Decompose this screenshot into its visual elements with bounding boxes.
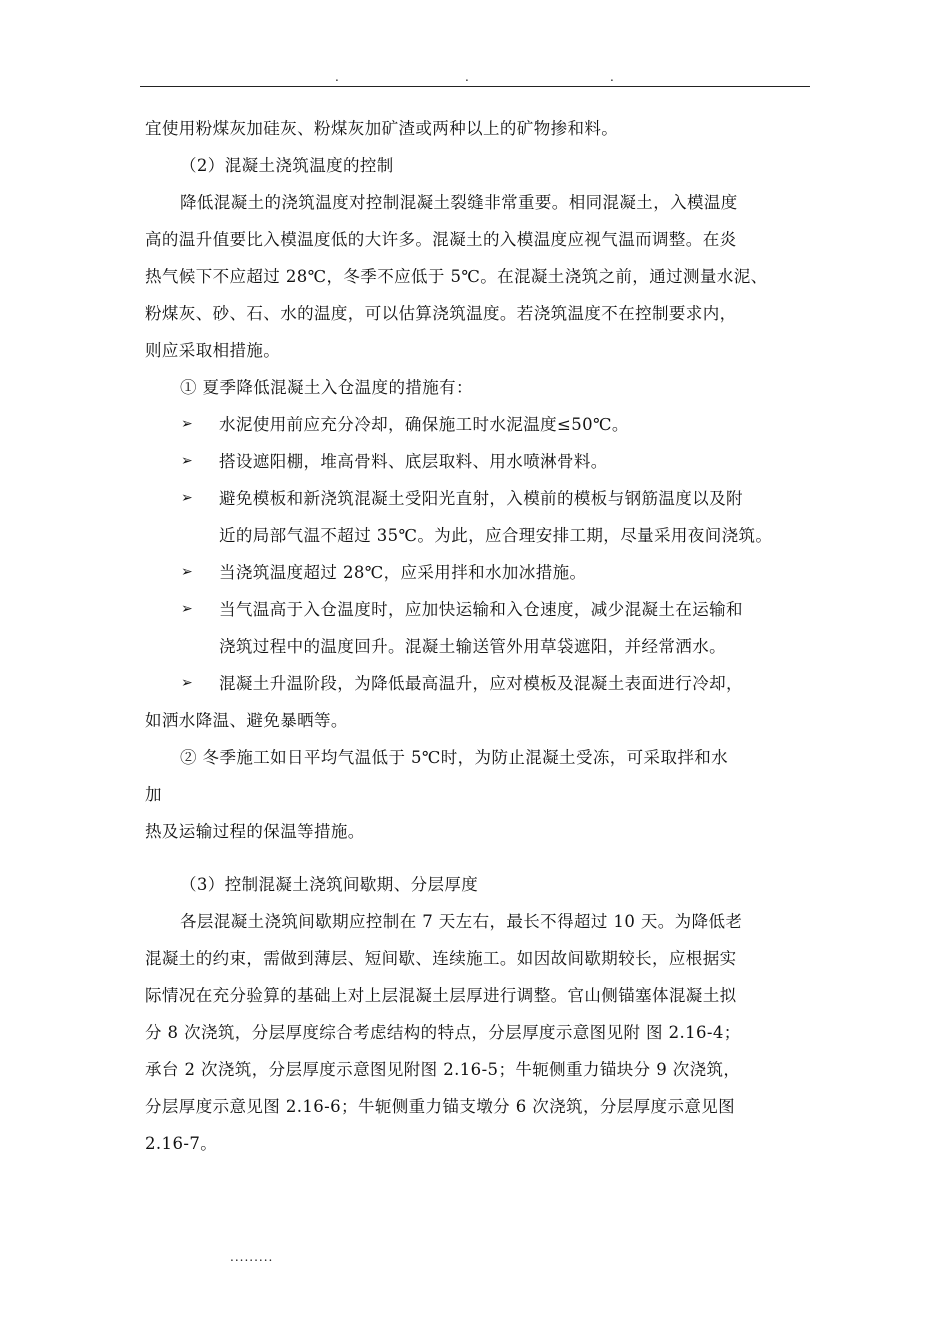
section-3-heading: （3）控制混凝土浇筑间歇期、分层厚度 [180, 875, 479, 894]
winter-measures [145, 739, 810, 850]
list-item-line: 水泥使用前应充分冷却，确保施工时水泥温度≤50℃。 [219, 415, 629, 434]
list-item [145, 665, 810, 702]
list-item [145, 554, 810, 591]
arrow-bullet-icon: ➢ [181, 490, 193, 506]
list-item-line: 混凝土升温阶段，为降低最高温升，应对模板及混凝土表面进行冷却， [219, 674, 743, 693]
paragraph-line: 则应采取相措施。 [145, 341, 281, 360]
list-item [145, 480, 810, 554]
header-dot: . [465, 70, 469, 84]
list-item-line: 当浇筑温度超过 28℃，应采用拌和水加冰措施。 [219, 563, 587, 582]
header-dots [140, 70, 810, 84]
intro-line: 宜使用粉煤灰加硅灰、粉煤灰加矿渣或两种以上的矿物掺和料。 [145, 119, 619, 138]
list-item-line: 避免模板和新浇筑混凝土受阳光直射，入模前的模板与钢筋温度以及附 [219, 489, 743, 508]
summer-measures-list [145, 406, 810, 739]
arrow-bullet-icon: ➢ [181, 453, 193, 469]
header-dot: . [610, 70, 614, 84]
paragraph-line: 降低混凝土的浇筑温度对控制混凝土裂缝非常重要。相同混凝土，入模温度 [180, 193, 738, 212]
arrow-bullet-icon: ➢ [181, 564, 193, 580]
paragraph-line: 热气候下不应超过 28℃，冬季不应低于 5℃。在混凝土浇筑之前，通过测量水泥、 [145, 267, 768, 286]
header-rule [140, 86, 810, 87]
list-item-line: 浇筑过程中的温度回升。混凝土输送管外用草袋遮阳，并经常洒水。 [219, 637, 726, 656]
winter-line: ② 冬季施工如日平均气温低于 5℃时，为防止混凝土受冻，可采取拌和水 [180, 748, 729, 767]
winter-line: 加 [145, 785, 162, 804]
arrow-bullet-icon: ➢ [181, 601, 193, 617]
document-body [145, 110, 810, 1162]
list-item-line: 近的局部气温不超过 35℃。为此，应合理安排工期，尽量采用夜间浇筑。 [219, 526, 773, 545]
paragraph-line: 分 8 次浇筑，分层厚度综合考虑结构的特点，分层厚度示意图见附 图 2.16-4； [145, 1023, 741, 1042]
footer-dots: ......... [230, 1250, 274, 1264]
arrow-bullet-icon: ➢ [181, 675, 193, 691]
paragraph-line: 混凝土的约束，需做到薄层、短间歇、连续施工。如因故间歇期较长，应根据实 [145, 949, 737, 968]
list-item-line: 当气温高于入仓温度时，应加快运输和入仓速度，减少混凝土在运输和 [219, 600, 743, 619]
paragraph-line: 高的温升值要比入模温度低的大许多。混凝土的入模温度应视气温而调整。在炎 [145, 230, 737, 249]
winter-line: 热及运输过程的保温等措施。 [145, 822, 365, 841]
list-tail-line: 如洒水降温、避免暴晒等。 [145, 711, 348, 730]
section-2-paragraph [145, 184, 810, 369]
section-3-paragraph [145, 903, 810, 1162]
paragraph-line: 粉煤灰、砂、石、水的温度，可以估算浇筑温度。若浇筑温度不在控制要求内， [145, 304, 737, 323]
paragraph-line: 2.16-7。 [145, 1134, 218, 1153]
arrow-bullet-icon: ➢ [181, 416, 193, 432]
paragraph-line: 分层厚度示意见图 2.16-6；牛轭侧重力锚支墩分 6 次浇筑，分层厚度示意见图 [145, 1097, 736, 1116]
paragraph-line: 各层混凝土浇筑间歇期应控制在 7 天左右，最长不得超过 10 天。为降低老 [180, 912, 743, 931]
list-item [145, 406, 810, 443]
section-2-heading: （2）混凝土浇筑温度的控制 [180, 156, 394, 175]
section-gap [145, 850, 810, 866]
list-item [145, 591, 810, 665]
list-item [145, 443, 810, 480]
paragraph-line: 承台 2 次浇筑，分层厚度示意图见附图 2.16-5；牛轭侧重力锚块分 9 次浇筑， [145, 1060, 741, 1079]
paragraph-line: 际情况在充分验算的基础上对上层混凝土层厚进行调整。官山侧锚塞体混凝土拟 [145, 986, 737, 1005]
header-dot: . [335, 70, 339, 84]
summer-measures-heading: ① 夏季降低混凝土入仓温度的措施有： [180, 378, 473, 397]
list-item-line: 搭设遮阳棚，堆高骨料、底层取料、用水喷淋骨料。 [219, 452, 608, 471]
